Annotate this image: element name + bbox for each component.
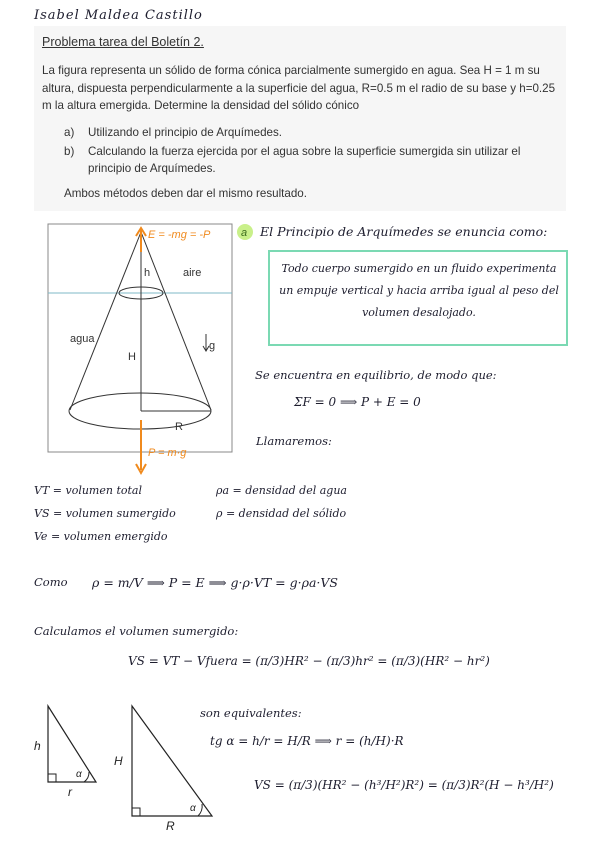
volume-equation: VS = VT − Vfuera = (π/3)HR² − (π/3)hr² = (π/3)(HR² − hr²)	[128, 654, 490, 668]
label-H: H	[128, 351, 136, 363]
final-volume-equation: VS = (π/3)(HR² − (h³/H²)R²) = (π/3)R²(H − h³/H²)	[254, 778, 554, 792]
volume-intro: Calculamos el volumen sumergido:	[34, 624, 239, 638]
definition-item: ρa = densidad del agua	[216, 484, 347, 497]
problem-note: Ambos métodos deben dar el mismo resultado.	[64, 187, 307, 200]
force-P-label: P = m·g	[148, 447, 187, 459]
similar-intro: son equivalentes:	[200, 706, 302, 720]
small-triangle	[48, 706, 96, 782]
problem-text: La figura representa un sólido de forma cónica parcialmente sumergido en agua. Sea H = 1 m su altura, dispuesta perpendicularmente a la superficie del agua, R=0.5 m el radio de su base y h=0.25 m la altura emergida. Determine la densidad del sólido cónico	[42, 64, 556, 112]
cone-side-left	[70, 232, 141, 410]
method-text: Calculando la fuerza ejercida por el agua sobre la superficie sumergida sin utilizar el principio de Arquímedes.	[88, 145, 521, 175]
method-label: b)	[64, 145, 75, 158]
force-E-label: E = -mg = -P	[148, 229, 211, 241]
tri-small-alpha: α	[76, 769, 82, 780]
tri-large-alpha: α	[190, 803, 196, 814]
cone-side-right	[141, 232, 211, 410]
principle-text: Todo cuerpo sumergido en un fluido experimenta un empuje vertical y hacia arriba igual al peso del volumen desalojado.	[279, 262, 559, 319]
tri-small-r: r	[68, 785, 72, 799]
tangent-equation: tg α = h/r = H/R ⟹ r = (h/H)·R	[210, 734, 404, 748]
method-label: a)	[64, 126, 75, 139]
label-water: agua	[70, 333, 95, 345]
density-relation: ρ = m/V ⟹ P = E ⟹ g·ρ·VT = g·ρa·VS	[92, 575, 338, 590]
definition-item: ρ = densidad del sólido	[216, 507, 347, 520]
naming-intro: Llamaremos:	[256, 434, 332, 448]
label-R: R	[175, 421, 183, 433]
small-angle-arc	[84, 772, 89, 782]
principle-box	[268, 250, 568, 346]
large-angle-arc	[198, 804, 202, 816]
definition-item: Ve = volumen emergido	[34, 530, 168, 543]
tri-large-H: H	[114, 754, 123, 768]
tri-small-h: h	[34, 739, 41, 753]
definition-item: VT = volumen total	[34, 484, 142, 497]
tri-large-R: R	[166, 819, 175, 833]
density-prefix: Como	[34, 575, 68, 589]
large-triangle	[132, 706, 212, 816]
label-g: g	[209, 340, 216, 352]
small-right-angle	[48, 774, 56, 782]
equilibrium-intro: Se encuentra en equilibrio, de modo que:	[255, 368, 497, 382]
label-h: h	[144, 267, 151, 279]
label-air: aire	[183, 267, 202, 279]
student-name: Isabel Maldea Castillo	[34, 8, 203, 23]
part-a-marker	[236, 223, 254, 241]
principle-intro: El Principio de Arquímedes se enuncia como:	[260, 224, 548, 239]
part-a-marker-label: a	[241, 227, 248, 239]
definition-item: VS = volumen sumergido	[34, 507, 176, 520]
equilibrium-equation: ΣF = 0 ⟹ P + E = 0	[294, 395, 421, 409]
problem-title: Problema tarea del Boletín 2.	[42, 35, 204, 49]
method-text: Utilizando el principio de Arquímedes.	[88, 126, 282, 139]
large-right-angle	[132, 808, 140, 816]
